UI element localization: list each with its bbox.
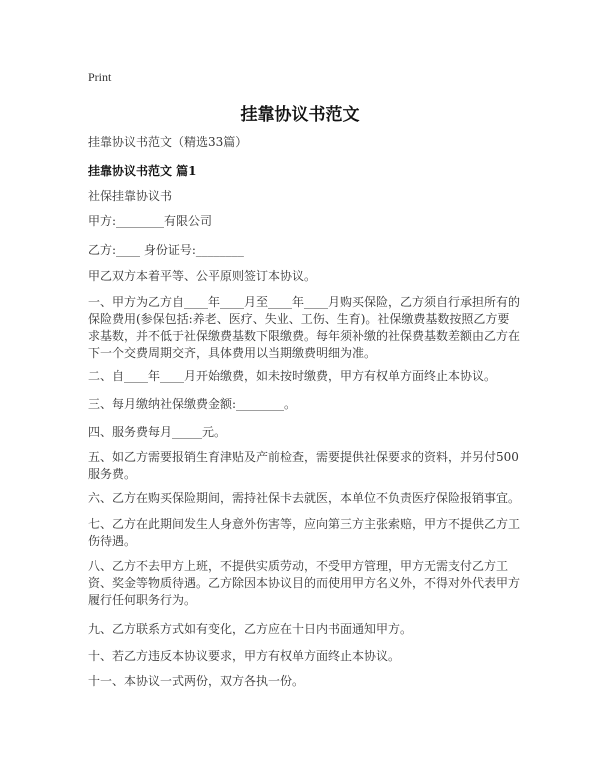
paragraph-6: 三、每月缴纳社保缴费金额:________。 <box>88 397 297 411</box>
paragraph-10: 七、乙方在此期间发生人身意外伤害等，应向第三方主张索赔，甲方不提供乙方工伤待遇。 <box>88 517 521 548</box>
paragraph-9: 六、乙方在购买保险期间，需持社保卡去就医，本单位不负责医疗保险报销事宜。 <box>88 491 521 505</box>
paragraph-8: 五、如乙方需要报销生育津贴及产前检查，需要提供社保要求的资料，并另付500服务费。 <box>88 450 519 481</box>
document-title: 挂靠协议书范文 <box>240 105 360 125</box>
document-subtitle: 挂靠协议书范文（精选33篇） <box>88 135 248 149</box>
paragraph-5: 二、自____年____月开始缴费，如未按时缴费，甲方有权单方面终止本协议。 <box>88 369 497 383</box>
print-link[interactable]: Print <box>88 70 112 84</box>
paragraph-7: 四、服务费每月_____元。 <box>88 425 227 439</box>
paragraph-1: 甲方:________有限公司 <box>88 214 213 228</box>
section-heading: 挂靠协议书范文 篇1 <box>88 164 197 178</box>
paragraph-2: 乙方:____ 身份证号:________ <box>88 243 244 257</box>
paragraph-12: 九、乙方联系方式如有变化，乙方应在十日内书面通知甲方。 <box>88 622 413 636</box>
paragraph-14: 十一、本协议一式两份，双方各执一份。 <box>88 674 305 688</box>
paragraph-0: 社保挂靠协议书 <box>88 189 173 203</box>
paragraph-13: 十、若乙方违反本协议要求，甲方有权单方面终止本协议。 <box>88 649 401 663</box>
paragraph-3: 甲乙双方本着平等、公平原则签订本协议。 <box>88 269 317 283</box>
paragraph-4: 一、甲方为乙方自____年____月至____年____月购买保险，乙方须自行承担所有的保险费用(参保包括:养老、医疗、失业、工伤、生育)。社保缴费基数按照乙方要求基数，并不低于社保缴费基数下限缴费。每年须补缴的社保费基数差额由乙方在下一个交费周期交齐，具体费用以当期缴费明细为准。 <box>88 295 521 360</box>
paragraph-11: 八、乙方不去甲方上班，不提供实质劳动，不受甲方管理，甲方无需支付乙方工资、奖金等物质待遇。乙方除因本协议目的而使用甲方名义外，不得对外代表甲方履行任何职务行为。 <box>88 559 521 607</box>
